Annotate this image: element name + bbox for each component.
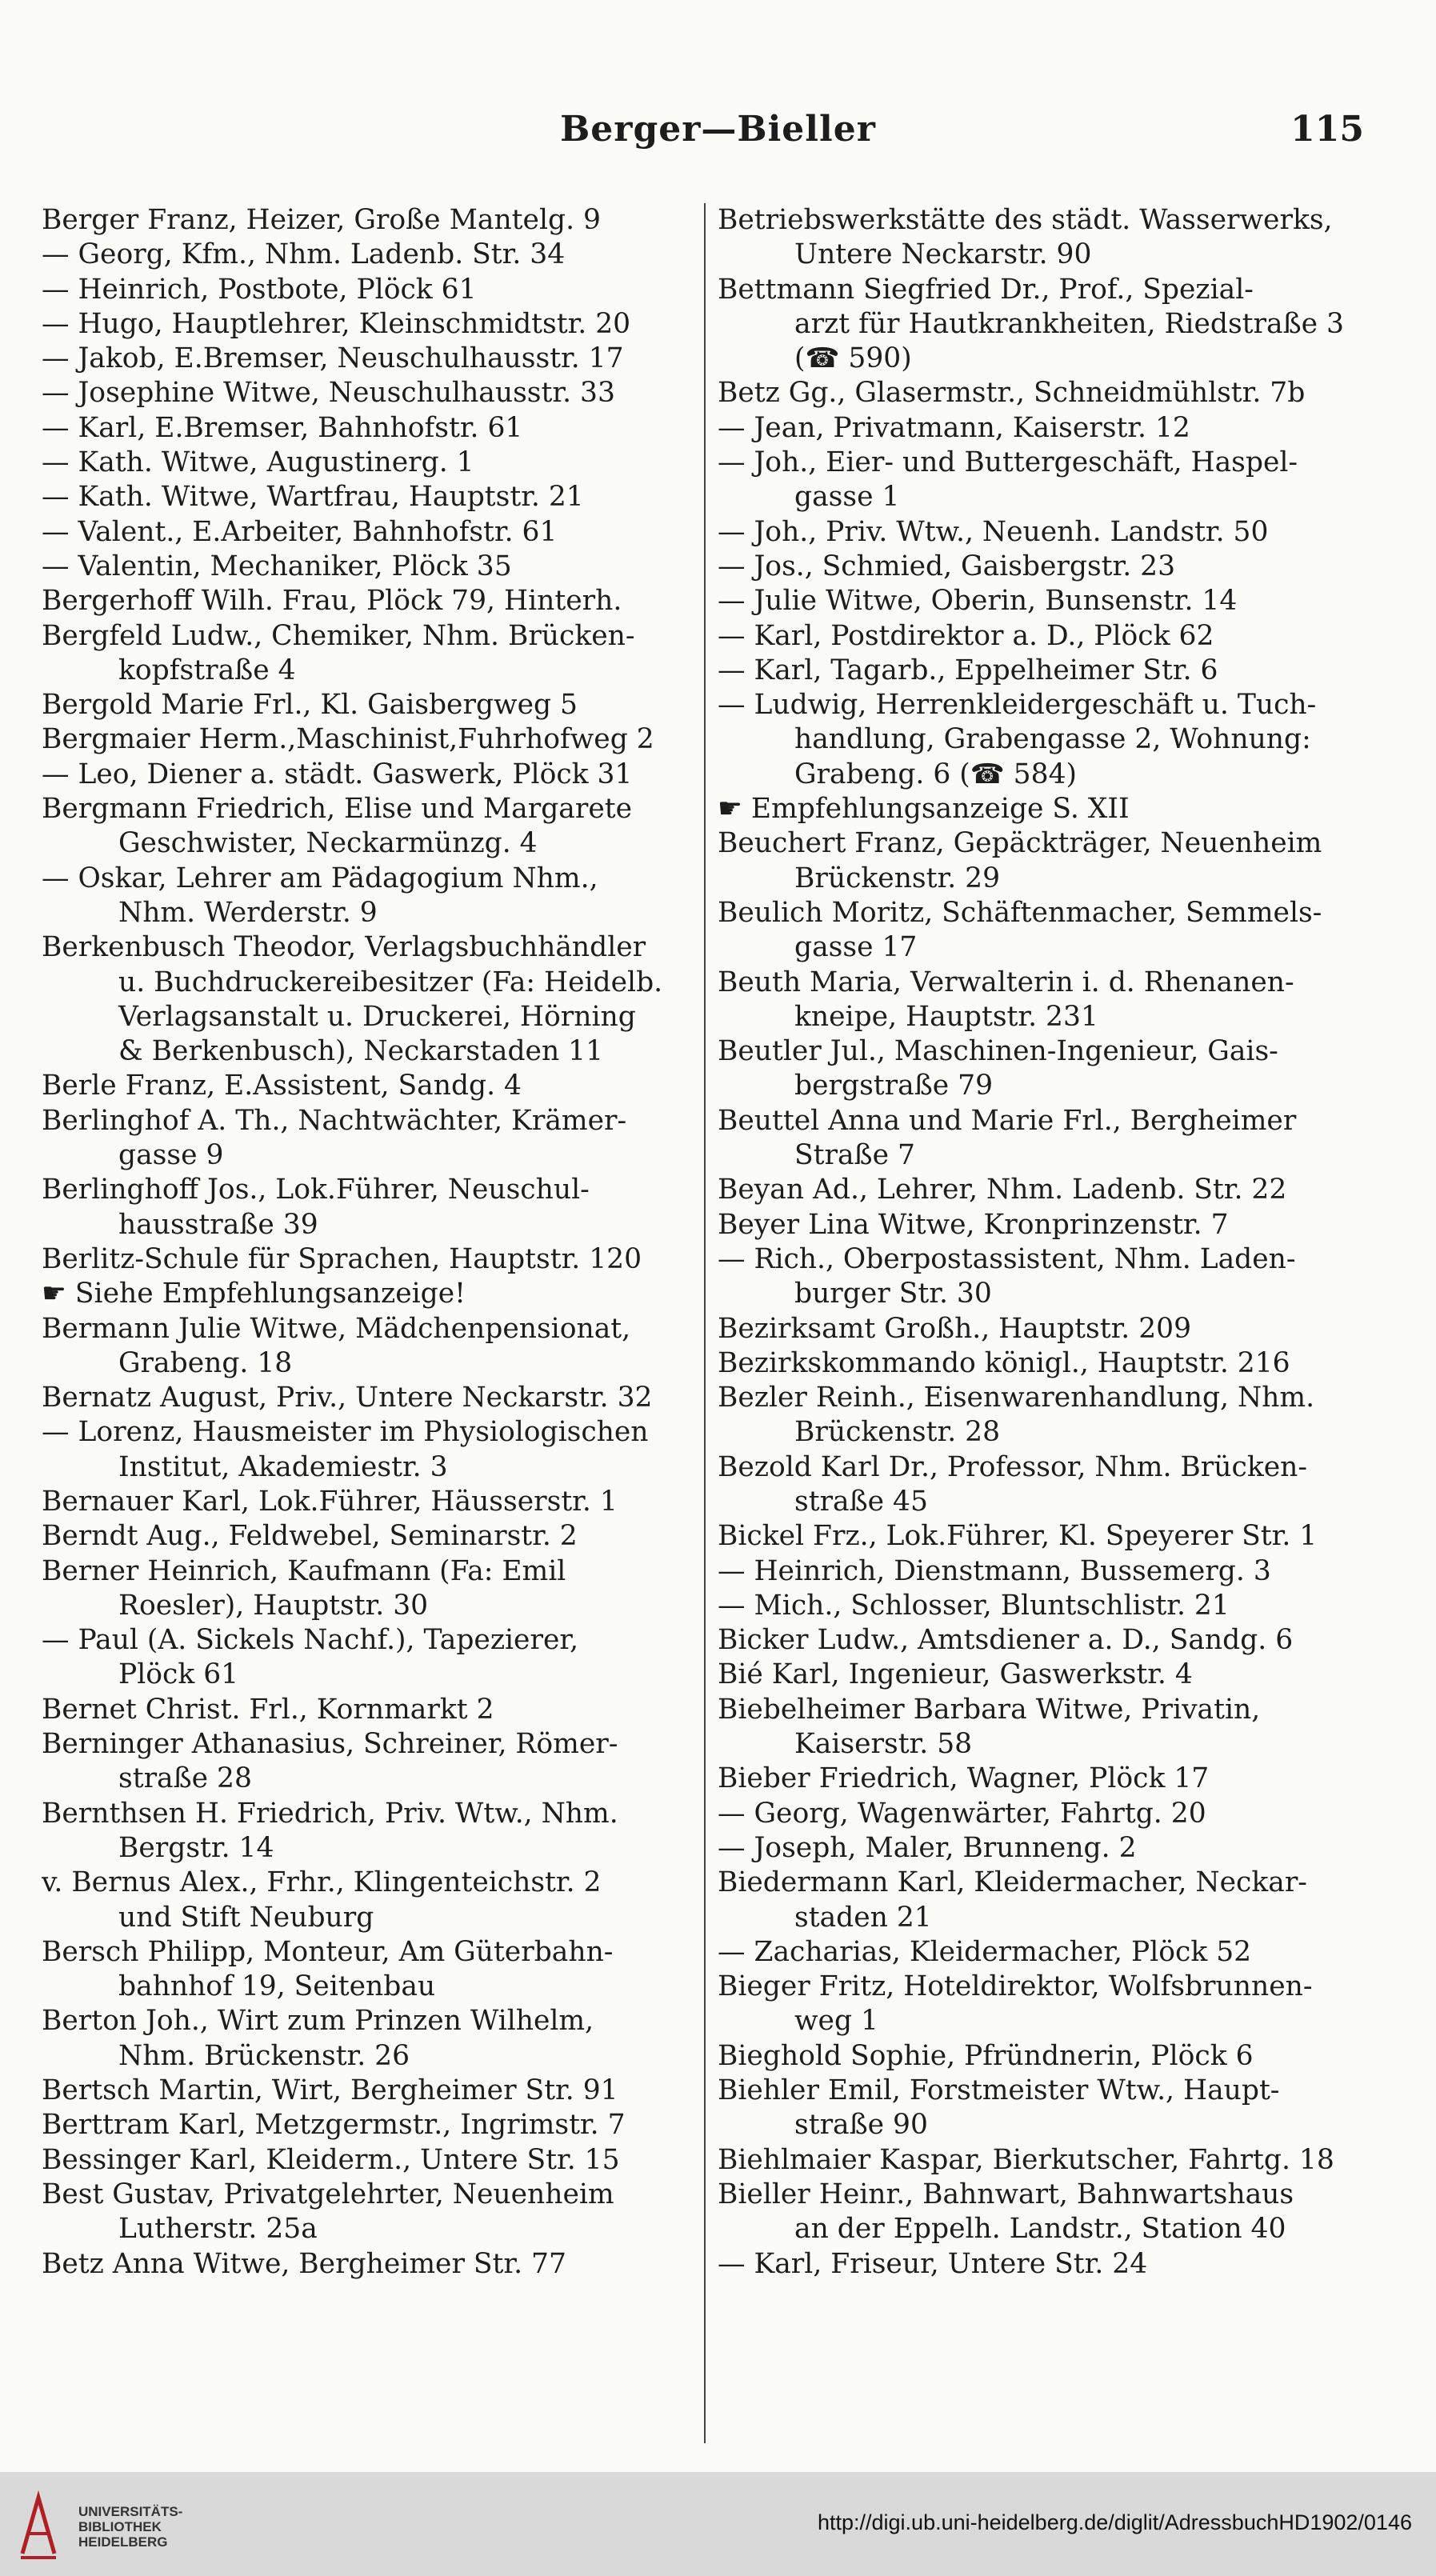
entry-continuation-line: Roesler), Hauptstr. 30	[118, 1589, 429, 1622]
entry-continuation-line: gasse 17	[794, 931, 918, 964]
entry-continuation-line: Plöck 61	[118, 1658, 239, 1691]
directory-entry	[42, 342, 690, 376]
entry-continuation-line: Grabeng. 6 (☎ 584)	[794, 758, 1077, 790]
directory-entry	[42, 273, 690, 307]
entry-line: — Heinrich, Postbote, Plöck 61	[42, 273, 477, 306]
directory-entry	[718, 966, 1386, 1035]
entry-line: Bergfeld Ludw., Chemiker, Nhm. Brücken-	[42, 619, 635, 652]
entry-line: — Lorenz, Hausmeister im Physiologischen	[42, 1416, 649, 1449]
entry-continuation-line: hausstraße 39	[118, 1208, 318, 1241]
directory-entry	[42, 203, 690, 238]
directory-entry	[718, 792, 1386, 826]
directory-entry	[718, 446, 1386, 515]
entry-continuation-line: arzt für Hautkrankheiten, Riedstraße 3	[794, 307, 1344, 340]
entry-line: Bezirkskommando königl., Hauptstr. 216	[718, 1346, 1290, 1379]
entry-line: Bernthsen H. Friedrich, Priv. Wtw., Nhm.	[42, 1797, 618, 1830]
entry-line: — Joh., Eier- und Buttergeschäft, Haspel-	[718, 446, 1298, 479]
directory-entry	[718, 2074, 1386, 2143]
directory-entry	[718, 2247, 1386, 2282]
entry-continuation-line: Institut, Akademiestr. 3	[118, 1450, 448, 1483]
directory-entry	[42, 515, 690, 550]
directory-entry	[42, 2004, 690, 2074]
directory-entry	[718, 1797, 1386, 1831]
directory-entry	[718, 1762, 1386, 1796]
entry-line: Bieller Heinr., Bahnwart, Bahnwartshaus	[718, 2178, 1294, 2210]
directory-entry	[718, 203, 1386, 273]
directory-entry	[42, 688, 690, 722]
entry-line: Berner Heinrich, Kaufmann (Fa: Emil	[42, 1554, 566, 1587]
directory-entry	[42, 1381, 690, 1415]
left-column	[42, 203, 690, 2282]
entry-line: Bicker Ludw., Amtsdiener a. D., Sandg. 6	[718, 1624, 1294, 1657]
entry-continuation-line: Brückenstr. 28	[794, 1416, 1001, 1449]
entry-line: ☛ Siehe Empfehlungsanzeige!	[42, 1278, 466, 1310]
entry-continuation-line: bergstraße 79	[794, 1070, 994, 1102]
entry-line: Biehler Emil, Forstmeister Wtw., Haupt-	[718, 2074, 1280, 2107]
directory-entry	[718, 2039, 1386, 2074]
directory-entry	[42, 1554, 690, 1624]
entry-line: Best Gustav, Privatgelehrter, Neuenheim	[42, 2178, 614, 2210]
entry-line: Berninger Athanasius, Schreiner, Römer-	[42, 1728, 618, 1761]
directory-entry	[42, 1519, 690, 1554]
column-divider	[704, 203, 706, 2443]
entry-line: — Julie Witwe, Oberin, Bunsenstr. 14	[718, 585, 1238, 618]
entry-line: Bermann Julie Witwe, Mädchenpensionat,	[42, 1312, 631, 1345]
entry-line: Biedermann Karl, Kleidermacher, Neckar-	[718, 1866, 1307, 1899]
directory-entry	[42, 1693, 690, 1727]
entry-line: Beutler Jul., Maschinen-Ingenieur, Gais-	[718, 1035, 1278, 1068]
entry-line: Bieger Fritz, Hoteldirektor, Wolfsbrunnen-	[718, 1970, 1313, 2003]
directory-entry	[42, 1069, 690, 1103]
entry-line: — Georg, Kfm., Nhm. Ladenb. Str. 34	[42, 238, 566, 271]
logo-line: BIBLIOTHEK	[78, 2519, 162, 2534]
entry-continuation-line: gasse 1	[794, 481, 900, 514]
entry-line: Bieghold Sophie, Pfründnerin, Plöck 6	[718, 2039, 1254, 2072]
entry-line: Berle Franz, E.Assistent, Sandg. 4	[42, 1070, 522, 1102]
entry-line: — Karl, E.Bremser, Bahnhofstr. 61	[42, 411, 523, 444]
entry-continuation-line: Straße 7	[794, 1139, 915, 1172]
entry-line: Berlitz-Schule für Sprachen, Hauptstr. 120	[42, 1242, 642, 1275]
entry-continuation-line: weg 1	[794, 2005, 878, 2038]
entry-line: Berlinghof A. Th., Nachtwächter, Krämer-	[42, 1104, 627, 1137]
entry-line: — Ludwig, Herrenkleidergeschäft u. Tuch-	[718, 689, 1317, 722]
entry-line: — Paul (A. Sickels Nachf.), Tapezierer,	[42, 1624, 579, 1657]
directory-entry	[718, 1623, 1386, 1658]
entry-line: Bickel Frz., Lok.Führer, Kl. Speyerer Str. 1	[718, 1520, 1318, 1553]
directory-entry	[42, 1277, 690, 1311]
directory-entry	[42, 930, 690, 1069]
directory-entry	[718, 1935, 1386, 1970]
directory-entry	[718, 654, 1386, 688]
directory-entry	[42, 758, 690, 792]
directory-entry	[718, 1450, 1386, 1520]
directory-entry	[42, 722, 690, 757]
entry-line: Bessinger Karl, Kleiderm., Untere Str. 15	[42, 2143, 620, 2176]
directory-entry	[42, 1173, 690, 1242]
entry-line: — Karl, Friseur, Untere Str. 24	[718, 2247, 1148, 2280]
entry-line: Beyan Ad., Lehrer, Nhm. Ladenb. Str. 22	[718, 1174, 1287, 1206]
entry-line: Bezler Reinh., Eisenwarenhandlung, Nhm.	[718, 1382, 1315, 1414]
entry-line: — Hugo, Hauptlehrer, Kleinschmidtstr. 20	[42, 307, 631, 340]
directory-entry	[42, 446, 690, 480]
directory-entry	[42, 550, 690, 584]
directory-entry	[718, 1866, 1386, 1935]
entry-line: — Leo, Diener a. städt. Gaswerk, Plöck 31	[42, 758, 633, 790]
entry-continuation-line: kneipe, Hauptstr. 231	[794, 1000, 1098, 1033]
directory-entry	[718, 1381, 1386, 1450]
entry-line: — Joseph, Maler, Brunneng. 2	[718, 1831, 1137, 1864]
directory-entry	[42, 862, 690, 931]
directory-entry	[42, 376, 690, 410]
entry-continuation-line: (☎ 590)	[794, 342, 912, 375]
entry-continuation-line: Nhm. Werderstr. 9	[118, 896, 378, 929]
directory-entry	[718, 550, 1386, 584]
entry-line: — Zacharias, Kleidermacher, Plöck 52	[718, 1935, 1252, 1968]
entry-continuation-line: straße 90	[794, 2109, 928, 2142]
directory-entry	[718, 896, 1386, 966]
directory-entry	[42, 1312, 690, 1382]
entry-line: — Mich., Schlosser, Bluntschlistr. 21	[718, 1589, 1230, 1622]
directory-entry	[42, 480, 690, 514]
entry-line: Berlinghoff Jos., Lok.Führer, Neuschul-	[42, 1174, 590, 1206]
entry-continuation-line: & Berkenbusch), Neckarstaden 11	[118, 1035, 604, 1068]
entry-line: Bernet Christ. Frl., Kornmarkt 2	[42, 1693, 494, 1726]
directory-entry	[718, 1554, 1386, 1589]
entry-line: — Karl, Tagarb., Eppelheimer Str. 6	[718, 654, 1218, 686]
directory-entry	[718, 376, 1386, 410]
directory-entry	[718, 1658, 1386, 1692]
entry-line: Bieber Friedrich, Wagner, Plöck 17	[718, 1762, 1210, 1795]
directory-entry	[42, 238, 690, 272]
entry-line: — Josephine Witwe, Neuschulhausstr. 33	[42, 377, 615, 410]
entry-line: Bertsch Martin, Wirt, Bergheimer Str. 91	[42, 2074, 618, 2107]
directory-entry	[718, 619, 1386, 654]
directory-entry	[718, 411, 1386, 446]
entry-line: Bergmann Friedrich, Elise und Margarete	[42, 793, 633, 826]
directory-entry	[42, 584, 690, 618]
directory-entry	[42, 619, 690, 689]
entry-line: — Jos., Schmied, Gaisbergstr. 23	[718, 550, 1176, 582]
entry-line: Beyer Lina Witwe, Kronprinzenstr. 7	[718, 1208, 1229, 1241]
directory-entry	[42, 2143, 690, 2178]
entry-line: Bersch Philipp, Monteur, Am Güterbahn-	[42, 1935, 614, 1968]
entry-continuation-line: bahnhof 19, Seitenbau	[118, 1970, 436, 2003]
entry-line: — Rich., Oberpostassistent, Nhm. Laden-	[718, 1242, 1296, 1275]
entry-line: — Oskar, Lehrer am Pädagogium Nhm.,	[42, 862, 598, 894]
entry-line: — Valent., E.Arbeiter, Bahnhofstr. 61	[42, 515, 558, 548]
entry-line: Berttram Karl, Metzgermstr., Ingrimstr. 7	[42, 2109, 626, 2142]
entry-line: — Jakob, E.Bremser, Neuschulhausstr. 17	[42, 342, 624, 375]
running-header: Berger—Bieller	[560, 109, 876, 150]
entry-continuation-line: Untere Neckarstr. 90	[794, 238, 1092, 271]
entry-line: Bezold Karl Dr., Professor, Nhm. Brücken-	[718, 1450, 1308, 1483]
directory-entry	[42, 2074, 690, 2108]
directory-entry	[42, 1623, 690, 1693]
entry-line: v. Bernus Alex., Frhr., Klingenteichstr. 2	[42, 1866, 602, 1899]
entry-continuation-line: straße 45	[794, 1485, 928, 1518]
entry-continuation-line: Brückenstr. 29	[794, 862, 1001, 894]
entry-continuation-line: Geschwister, Neckarmünzg. 4	[118, 827, 538, 860]
directory-entry	[718, 826, 1386, 896]
directory-entry	[718, 1589, 1386, 1623]
entry-continuation-line: an der Eppelh. Landstr., Station 40	[794, 2213, 1286, 2246]
entry-line: Beuth Maria, Verwalterin i. d. Rhenanen-	[718, 966, 1294, 998]
page-header	[0, 102, 1436, 158]
entry-line: Bernatz August, Priv., Untere Neckarstr. 32	[42, 1382, 653, 1414]
directory-entry	[42, 1242, 690, 1277]
footer-bar	[0, 2472, 1436, 2576]
directory-entry	[718, 1034, 1386, 1104]
entry-line: — Valentin, Mechaniker, Plöck 35	[42, 550, 512, 582]
entry-line: Bergold Marie Frl., Kl. Gaisbergweg 5	[42, 689, 578, 722]
entry-continuation-line: und Stift Neuburg	[118, 1901, 374, 1934]
directory-entry	[718, 1831, 1386, 1866]
directory-entry	[718, 2143, 1386, 2178]
entry-line: Beuttel Anna und Marie Frl., Bergheimer	[718, 1104, 1297, 1137]
directory-entry	[718, 1208, 1386, 1242]
right-column	[718, 203, 1386, 2282]
entry-line: — Jean, Privatmann, Kaiserstr. 12	[718, 411, 1190, 444]
entry-continuation-line: burger Str. 30	[794, 1278, 992, 1310]
entry-continuation-line: gasse 9	[118, 1139, 224, 1172]
entry-line: Betz Anna Witwe, Bergheimer Str. 77	[42, 2247, 566, 2280]
entry-continuation-line: Lutherstr. 25a	[118, 2213, 318, 2246]
directory-entry	[718, 1693, 1386, 1762]
entry-continuation-line: Nhm. Brückenstr. 26	[118, 2039, 410, 2072]
directory-entry	[718, 1519, 1386, 1554]
entry-line: — Georg, Wagenwärter, Fahrtg. 20	[718, 1797, 1206, 1830]
entry-line: Berndt Aug., Feldwebel, Seminarstr. 2	[42, 1520, 578, 1553]
entry-line: Bernauer Karl, Lok.Führer, Häusserstr. 1	[42, 1485, 618, 1518]
directory-entry	[42, 411, 690, 446]
entry-continuation-line: Grabeng. 18	[118, 1346, 293, 1379]
entry-line: — Kath. Witwe, Augustinerg. 1	[42, 446, 474, 479]
logo-line: HEIDELBERG	[78, 2534, 168, 2550]
directory-entry	[42, 2178, 690, 2247]
entry-line: Berton Joh., Wirt zum Prinzen Wilhelm,	[42, 2005, 594, 2038]
entry-line: — Kath. Witwe, Wartfrau, Hauptstr. 21	[42, 481, 584, 514]
entry-line: Berkenbusch Theodor, Verlagsbuchhändler	[42, 931, 646, 964]
directory-entry	[42, 1797, 690, 1866]
entry-line: Betriebswerkstätte des städt. Wasserwerks,	[718, 204, 1333, 236]
entry-line: — Joh., Priv. Wtw., Neuenh. Landstr. 50	[718, 515, 1269, 548]
entry-continuation-line: Bergstr. 14	[118, 1831, 274, 1864]
directory-entry	[42, 1866, 690, 1935]
entry-line: Bergerhoff Wilh. Frau, Plöck 79, Hinterh.	[42, 585, 622, 618]
directory-entry	[718, 273, 1386, 377]
directory-entry	[42, 1485, 690, 1519]
directory-entry	[42, 1415, 690, 1485]
directory-entry	[42, 2247, 690, 2282]
directory-entry	[718, 1346, 1386, 1381]
directory-entry	[42, 1727, 690, 1797]
entry-line: Bezirksamt Großh., Hauptstr. 209	[718, 1312, 1192, 1345]
directory-entry	[42, 2108, 690, 2142]
directory-entry	[42, 1104, 690, 1174]
entry-line: ☛ Empfehlungsanzeige S. XII	[718, 793, 1130, 826]
directory-entry	[718, 1242, 1386, 1312]
directory-entry	[718, 1970, 1386, 2039]
source-url[interactable]: http://digi.ub.uni-heidelberg.de/diglit/AdressbuchHD1902/0146	[817, 2510, 1412, 2534]
directory-entry	[42, 307, 690, 342]
directory-entry	[718, 2178, 1386, 2247]
directory-entry	[718, 1173, 1386, 1207]
entry-line: Beuchert Franz, Gepäckträger, Neuenheim	[718, 827, 1322, 860]
entry-continuation-line: Verlagsanstalt u. Druckerei, Hörning	[118, 1000, 636, 1033]
directory-entry	[718, 688, 1386, 792]
directory-entry	[718, 1312, 1386, 1346]
entry-line: Betz Gg., Glasermstr., Schneidmühlstr. 7b	[718, 377, 1306, 410]
entry-line: Bergmaier Herm.,Maschinist,Fuhrhofweg 2	[42, 723, 654, 756]
entry-continuation-line: Kaiserstr. 58	[794, 1728, 973, 1761]
entry-line: Berger Franz, Heizer, Große Mantelg. 9	[42, 204, 601, 236]
entry-line: — Karl, Postdirektor a. D., Plöck 62	[718, 619, 1214, 652]
page-number: 115	[1290, 109, 1364, 150]
logo-line: UNIVERSITÄTS-	[78, 2504, 183, 2519]
directory-entry	[718, 515, 1386, 550]
directory-entry	[42, 1935, 690, 2005]
library-logo-icon	[14, 2490, 62, 2562]
library-logo-text	[78, 2504, 182, 2550]
entry-line: Bettmann Siegfried Dr., Prof., Spezial-	[718, 273, 1254, 306]
entry-line: Biebelheimer Barbara Witwe, Privatin,	[718, 1693, 1261, 1726]
entry-continuation-line: kopfstraße 4	[118, 654, 296, 686]
entry-continuation-line: straße 28	[118, 1762, 252, 1795]
entry-continuation-line: staden 21	[794, 1901, 932, 1934]
entry-line: — Heinrich, Dienstmann, Bussemerg. 3	[718, 1554, 1271, 1587]
entry-line: Biehlmaier Kaspar, Bierkutscher, Fahrtg. 18	[718, 2143, 1334, 2176]
directory-entry	[718, 584, 1386, 618]
entry-continuation-line: handlung, Grabengasse 2, Wohnung:	[794, 723, 1311, 756]
directory-entry	[718, 1104, 1386, 1174]
entry-line: Beulich Moritz, Schäftenmacher, Semmels-	[718, 896, 1322, 929]
entry-continuation-line: u. Buchdruckereibesitzer (Fa: Heidelb.	[118, 966, 663, 998]
directory-entry	[42, 792, 690, 862]
entry-line: Bié Karl, Ingenieur, Gaswerkstr. 4	[718, 1658, 1193, 1691]
